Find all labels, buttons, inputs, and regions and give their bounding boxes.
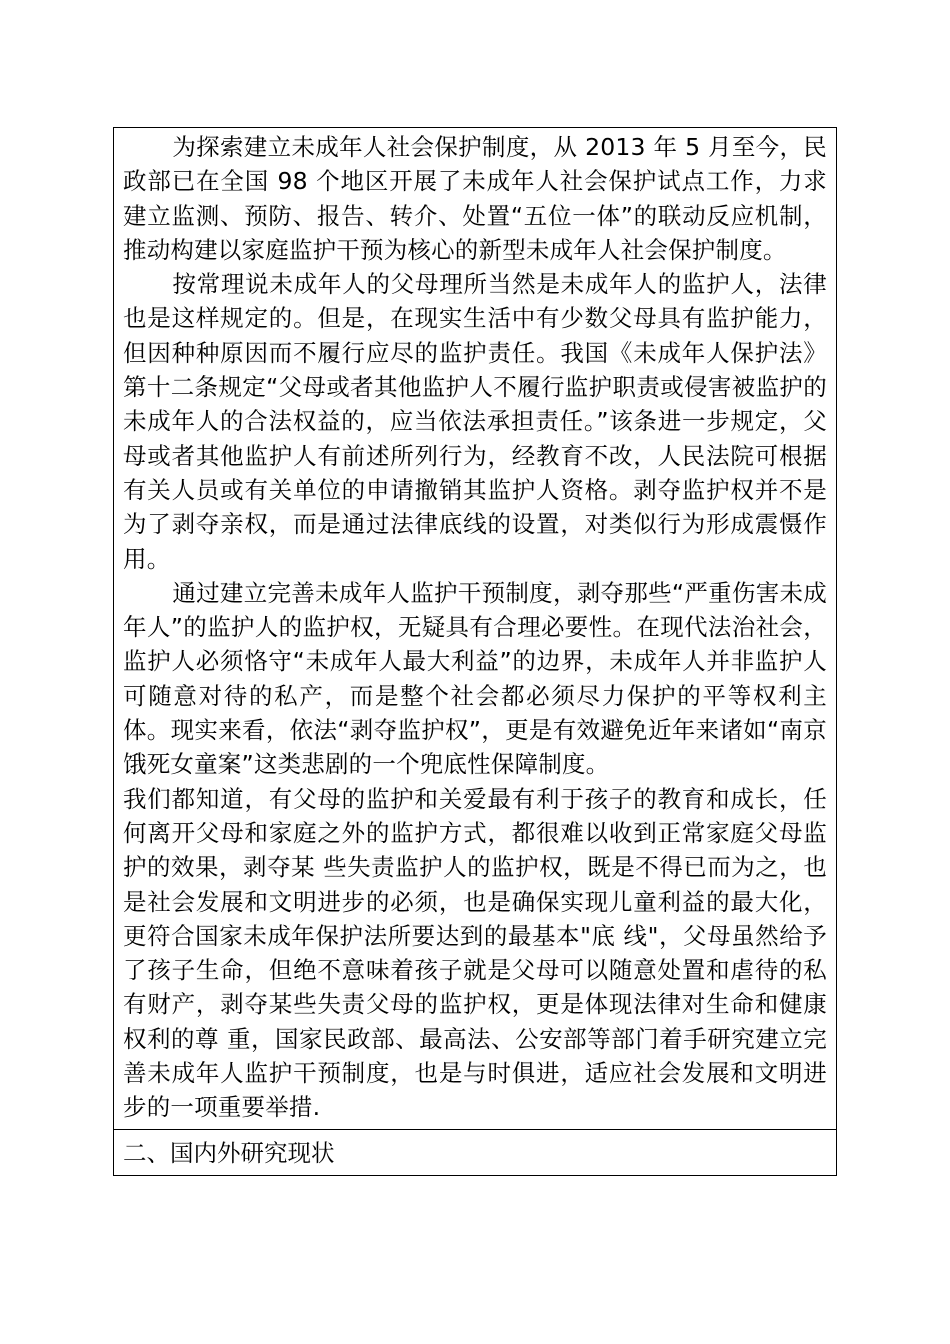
heading-cell [114, 1129, 836, 1175]
section-heading: 二、国内外研究现状 [123, 1138, 335, 1167]
paragraph-conclusion: 我们都知道，有父母的监护和关爱最有利于孩子的教育和成长，任何离开父母和家庭之外的监护方式，都很难以收到正常家庭父母监护的效果，剥夺某 些失责监护人的监护权，既是不得已而为之，也是社会发展和文明进步的必须，也是确保实现儿童利益的最大化，更符合国家未成年保护法所要达到的最基本"底 线"，父母虽然给予了孩子生命，但绝不意味着孩子就是父母可以随意处置和虐待的私有财产，剥夺某些失责父母的监护权，更是体现法律对生命和健康权利的尊 重，国家民政部、最高法、公安部等部门着手研究建立完善未成年人监护干预制度，也是与时俱进，适应社会发展和文明进步的一项重要举措. [123, 784, 827, 1122]
paragraph-intervention-system: 通过建立完善未成年人监护干预制度，剥夺那些“严重伤害未成年人”的监护人的监护权，无疑具有合理必要性。在现代法治社会，监护人必须恪守“未成年人最大利益”的边界，未成年人并非监护人可随意对待的私产，而是整个社会都必须尽力保护的平等权利主体。现实来看，依法“剥夺监护权”，更是有效避免近年来诸如“南京饿死女童案”这类悲剧的一个兜底性保障制度。 [123, 578, 827, 779]
body-cell [114, 128, 836, 1129]
document-table [113, 127, 837, 1176]
paragraph-pilot-program: 为探索建立未成年人社会保护制度，从 2013 年 5 月至今，民政部已在全国 98 个地区开展了未成年人社会保护试点工作，力求建立监测、预防、报告、转介、处置“五位一体”的联动反应机制，推动构建以家庭监护干预为核心的新型未成年人社会保护制度。 [123, 133, 827, 264]
paragraph-guardian-law: 按常理说未成年人的父母理所当然是未成年人的监护人，法律也是这样规定的。但是，在现实生活中有少数父母具有监护能力，但因种种原因而不履行应尽的监护责任。我国《未成年人保护法》第十二条规定“父母或者其他监护人不履行监护职责或侵害被监护的未成年人的合法权益的，应当依法承担责任。”该条进一步规定，父母或者其他监护人有前述所列行为，经教育不改，人民法院可根据有关人员或有关单位的申请撤销其监护人资格。剥夺监护权并不是为了剥夺亲权，而是通过法律底线的设置，对类似行为形成震慑作用。 [123, 270, 827, 573]
